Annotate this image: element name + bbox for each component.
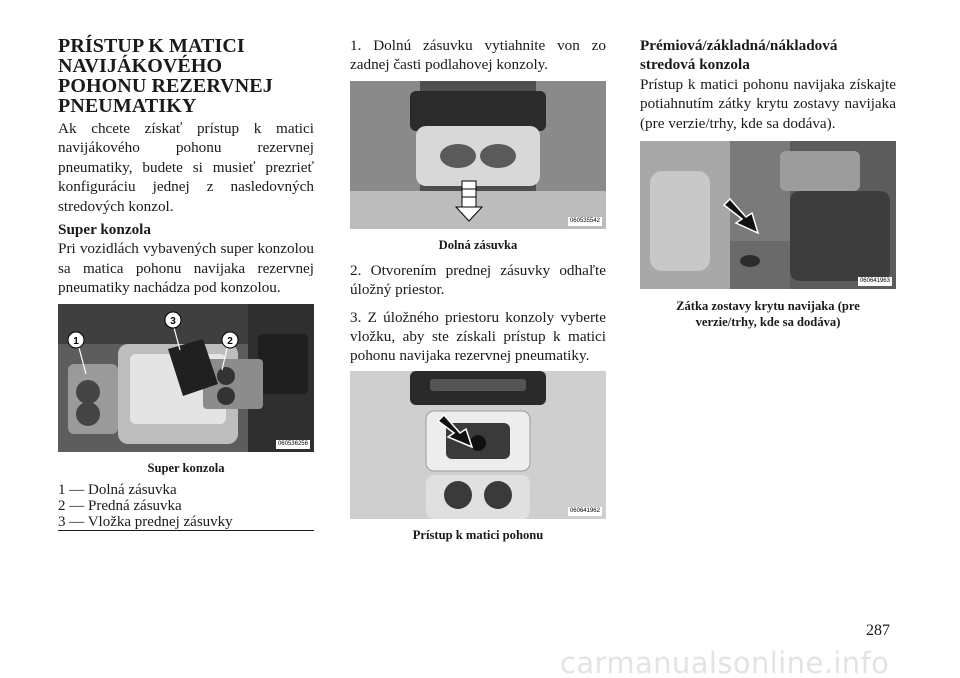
premium-console-heading-line: Prémiová/základná/nákladová — [640, 37, 838, 54]
figure-code: 060641963 — [859, 278, 890, 285]
figure-legend — [58, 482, 314, 531]
callout-3: 3 — [170, 315, 176, 327]
title-line: PRÍSTUP K MATICI — [58, 35, 245, 57]
step-3: 3. Z úložného priestoru konzoly vyberte vložku, aby ste získali prístup k matici pohonu navijaka rezervnej pneumatiky. — [350, 308, 606, 365]
figure-code: 060641962 — [569, 507, 600, 514]
lower-drawer-photo — [350, 81, 606, 229]
premium-console-paragraph: Prístup k matici pohonu navijaka získajte potiahnutím zátky krytu zostavy navijaka (pre verzie/trhy, kde sa dodáva). — [640, 75, 896, 132]
lower-drawer-illustration — [350, 81, 606, 229]
super-console-illustration — [58, 304, 314, 452]
super-console-heading: Super konzola — [58, 221, 151, 239]
column-middle — [350, 36, 606, 543]
callout-1: 1 — [73, 335, 79, 347]
title-line: NAVIJÁKOVÉHO — [58, 55, 223, 77]
figure-code: 060536256 — [277, 440, 308, 447]
caption-line: verzie/trhy, kde sa dodáva) — [695, 315, 841, 330]
lower-drawer-caption: Dolná zásuvka — [438, 237, 518, 252]
watermark: carmanualsonline.info — [560, 646, 890, 678]
column-right — [640, 36, 896, 330]
drive-nut-access-photo — [350, 371, 606, 519]
super-console-caption: Super konzola — [147, 460, 225, 475]
title-line: POHONU REZERVNEJ — [58, 75, 273, 97]
drive-nut-access-caption: Prístup k matici pohonu — [412, 527, 544, 542]
figure-code: 060535542 — [569, 217, 600, 224]
title-line: PNEUMATIKY — [58, 95, 197, 117]
caption-line: Zátka zostavy krytu navijaka (pre — [676, 299, 860, 314]
super-console-photo — [58, 304, 314, 452]
super-console-paragraph: Pri vozidlách vybavených super konzolou sa matica pohonu navijaka rezervnej pneumatiky nachádza pod konzolou. — [58, 240, 314, 297]
legend-item: 2 — Predná zásuvka — [58, 497, 182, 514]
legend-item: 1 — Dolná zásuvka — [58, 481, 177, 498]
step-1: 1. Dolnú zásuvku vytiahnite von zo zadnej časti podlahovej konzoly. — [350, 37, 606, 74]
step-2: 2. Otvorením prednej zásuvky odhaľte úložný priestor. — [350, 261, 606, 299]
intro-paragraph: Ak chcete získať prístup k matici navijákového pohonu rezervnej pneumatiky, budete si musieť prezrieť konfiguráciu jednej z nasledovných stredových konzol. — [58, 120, 314, 215]
winch-cover-plug-illustration — [640, 141, 896, 289]
callout-2: 2 — [227, 335, 233, 347]
winch-cover-plug-caption — [640, 298, 896, 330]
section-title — [58, 36, 314, 116]
column-left — [58, 36, 314, 531]
drive-nut-access-illustration — [350, 371, 606, 519]
page-number: 287 — [866, 622, 890, 639]
legend-item: 3 — Vložka prednej zásuvky — [58, 514, 314, 531]
premium-console-heading-line: stredová konzola — [640, 56, 750, 74]
winch-cover-plug-photo — [640, 141, 896, 289]
